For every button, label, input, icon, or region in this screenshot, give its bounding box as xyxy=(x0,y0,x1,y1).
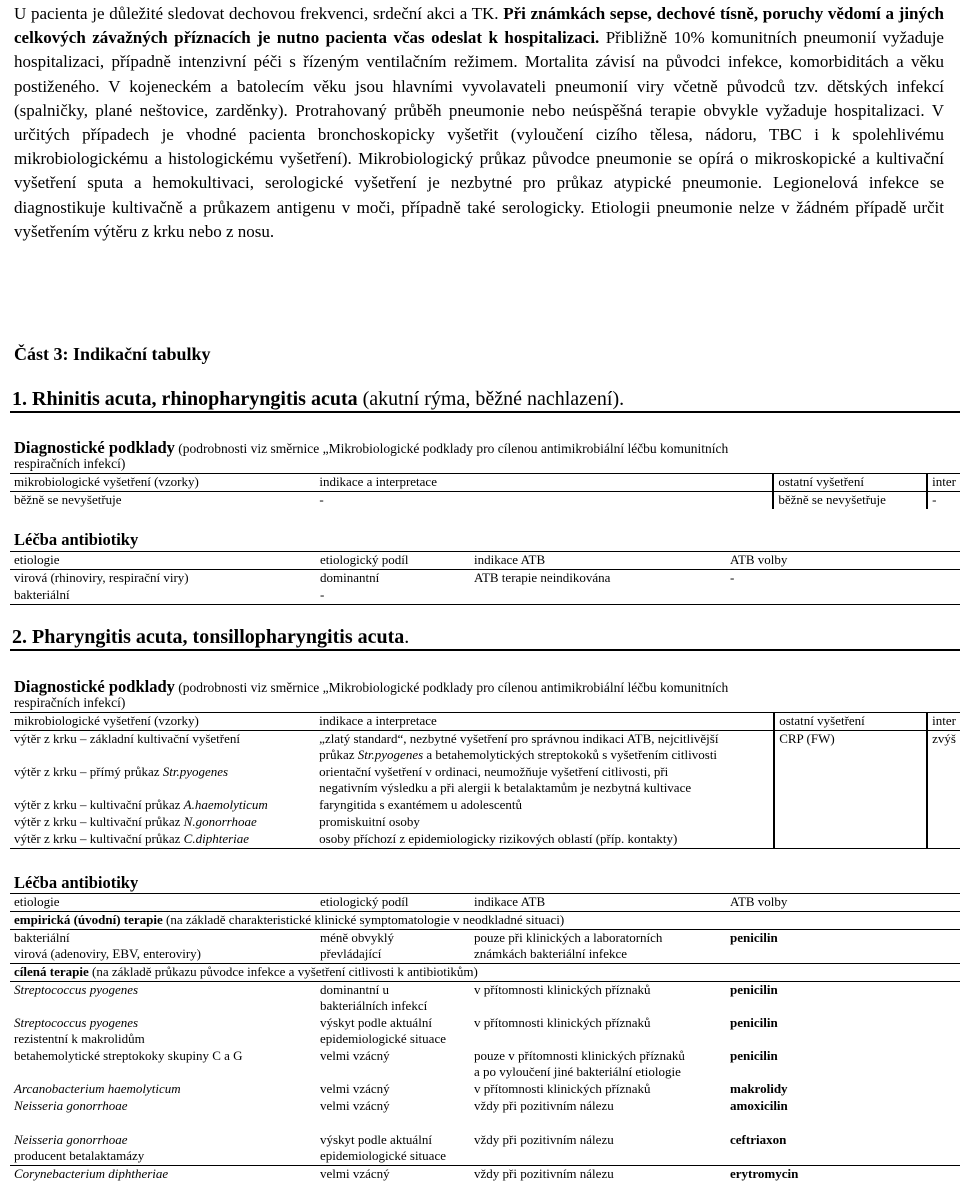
header-cell: ATB volby xyxy=(726,894,960,912)
table-row xyxy=(10,982,960,1016)
s2-diag-heading: Diagnostické podklady (podrobnosti viz směrnice „Mikrobiologické podklady pro cílenou antimikrobiální léčbu komunitních xyxy=(14,677,729,696)
cell: betahemolytické streptokoky skupiny C a G xyxy=(14,1048,243,1063)
cell: dominantní xyxy=(320,570,380,585)
cell: virová (rhinoviry, respirační viry) xyxy=(14,570,189,585)
s1-diag-heading: Diagnostické podklady (podrobnosti viz směrnice „Mikrobiologické podklady pro cílenou antimikrobiální léčbu komunitních xyxy=(14,438,729,457)
cell: běžně se nevyšetřuje xyxy=(14,492,122,507)
header-cell: ostatní vyšetření xyxy=(774,713,927,731)
cell: dominantní u bakteriálních infekcí xyxy=(320,982,428,1013)
header-cell: ATB volby xyxy=(726,552,960,570)
header-cell: inter xyxy=(927,474,960,492)
cell: ceftriaxon xyxy=(730,1132,787,1147)
table-row xyxy=(10,1098,960,1132)
cell: penicilin xyxy=(730,982,778,997)
cell: erytromycin xyxy=(730,1166,799,1181)
cell xyxy=(774,764,927,797)
cell: Streptococcus pyogenes rezistentní k makrolidům xyxy=(14,1015,145,1046)
cell: velmi vzácný xyxy=(320,1166,390,1181)
header-cell: inter xyxy=(927,713,960,731)
s1-atb-heading: Léčba antibiotiky xyxy=(14,530,139,549)
s2-atb-table xyxy=(10,893,960,1183)
section-1-title: 1. Rhinitis acuta, rhinopharyngitis acuta (akutní rýma, běžné nachlazení). xyxy=(12,388,625,410)
cell: bakteriální virová (adenoviry, EBV, enteroviry) xyxy=(14,930,202,961)
table-header-row xyxy=(10,474,960,492)
band-cell: empirická (úvodní) terapie (na základě charakteristické klinické symptomatologie v neodkladné situaci) xyxy=(10,912,960,930)
header-cell: etiologie xyxy=(10,552,316,570)
header-cell: indikace ATB xyxy=(470,894,726,912)
intro-paragraph: U pacienta je důležité sledovat dechovou frekvenci, srdeční akci a TK. Při známkách sepse, dechové tísně, poruchy vědomí a jiných celkových závažných příznacích je nutno pacienta včas odeslat k hospitalizaci. Přibližně 10% komunitních pneumonií vyžaduje hospitalizaci, případně intenzivní péči s řízeným ventilačním režimem. Mortalita závisí na původci infekce, komorbiditách a věku postiženého. V kojeneckém a batolecím věku jsou hlavními vyvolavateli pneumonií viry včetně původců tzv. dětských infekcí (spalničky, plané neštovice, zarděnky). Protrahovaný průběh pneumonie nebo neúspěšná terapie obvykle vyžaduje hospitalizaci. V určitých případech je vhodné pacienta bronchoskopicky vyšetřit (vyloučení cizího tělesa, nádoru, TBC i k spolehlivému mikrobiologickému a histologickému vyšetření). Mikrobiologický průkaz původce pneumonie se opírá o mikroskopické a kultivační vyšetření sputa a hemokultivaci, serologické vyšetření je nezbytné pro průkaz atypické pneumonie. Legionelová infekce se diagnostikuje kultivačně a průkazem antigenu v moči, případně také serologicky. Etiologii pneumonie nelze v žádném případě určit vyšetřením výtěru z krku nebo z nosu. xyxy=(14,4,944,241)
section-2-rule xyxy=(10,649,960,651)
cell: penicilin xyxy=(730,1015,778,1030)
cell: bakteriální xyxy=(14,587,70,602)
table-row xyxy=(10,797,960,814)
cell: faryngitida s exantémem u adolescentů xyxy=(319,797,523,812)
table-row xyxy=(10,1048,960,1081)
s2-atb-heading: Léčba antibiotiky xyxy=(14,873,139,892)
table-header-row xyxy=(10,552,960,570)
cell: pouze v přítomnosti klinických příznaků a po vyloučení jiné bakteriální etiologie xyxy=(474,1048,685,1079)
cell: vždy při pozitivním nálezu xyxy=(474,1166,614,1181)
cell: - xyxy=(927,492,960,510)
header-cell: indikace ATB xyxy=(470,552,726,570)
cell: výtěr z krku – kultivační průkaz A.haemolyticum xyxy=(14,797,268,812)
cell: běžně se nevyšetřuje xyxy=(773,492,927,510)
band-cell: cílená terapie (na základě průkazu původce infekce a vyšetření citlivosti k antibiotikům) xyxy=(10,964,960,982)
header-cell: mikrobiologické vyšetření (vzorky) xyxy=(10,713,315,731)
cell xyxy=(927,814,960,831)
table-row xyxy=(10,831,960,849)
cell: velmi vzácný xyxy=(320,1081,390,1096)
table-row xyxy=(10,1081,960,1098)
cell: Streptococcus pyogenes xyxy=(14,982,139,997)
cell xyxy=(927,797,960,814)
cell: výtěr z krku – kultivační průkaz N.gonorrhoae xyxy=(14,814,257,829)
header-cell: indikace a interpretace xyxy=(315,713,774,731)
cell: penicilin xyxy=(730,930,778,945)
table-row xyxy=(10,764,960,797)
cell: Neisseria gonorrhoae xyxy=(14,1098,128,1113)
cell: - xyxy=(320,587,325,602)
cell: v přítomnosti klinických příznaků xyxy=(474,1081,651,1096)
s1-atb-table xyxy=(10,551,960,604)
table-row xyxy=(10,492,960,510)
table-row xyxy=(10,731,960,765)
header-cell: ostatní vyšetření xyxy=(773,474,927,492)
cell: zvýš xyxy=(927,731,960,765)
s2-diag-table xyxy=(10,712,960,849)
table-row xyxy=(10,570,960,588)
header-cell: indikace a interpretace xyxy=(315,474,773,492)
cell: penicilin xyxy=(730,1048,778,1063)
table-row xyxy=(10,1015,960,1048)
cell: Neisseria gonorrhoae producent betalaktamázy xyxy=(14,1132,145,1163)
table-header-row xyxy=(10,713,960,731)
cell: amoxicilin xyxy=(730,1098,788,1113)
cell: - xyxy=(319,492,324,507)
table-row xyxy=(10,814,960,831)
cell: výtěr z krku – přímý průkaz Str.pyogenes xyxy=(14,764,229,779)
s1-atb-table-bottom-rule xyxy=(10,604,960,605)
s1-diag-table xyxy=(10,473,960,509)
cell: makrolidy xyxy=(730,1081,788,1096)
cell: - xyxy=(730,570,735,585)
cell: pouze při klinických a laboratorních známkách bakteriální infekce xyxy=(474,930,663,961)
cell: výtěr z krku – kultivační průkaz C.diphteriae xyxy=(14,831,250,846)
cell: promiskuitní osoby xyxy=(319,814,420,829)
cell: „zlatý standard“, nezbytné vyšetření pro správnou indikaci ATB, nejcitlivější průkaz Str.pyogenes a betahemolytických streptokoků s vyšetřením citlivosti xyxy=(319,731,719,762)
cell: výtěr z krku – základní kultivační vyšetření xyxy=(14,731,240,746)
s1-diag-note2: respiračních infekcí) xyxy=(14,456,126,471)
table-row xyxy=(10,1132,960,1166)
cell xyxy=(774,797,927,814)
cell: výskyt podle aktuální epidemiologické situace xyxy=(320,1132,446,1163)
table-band-row xyxy=(10,964,960,982)
cell: méně obvyklý převládající xyxy=(320,930,395,961)
cell xyxy=(927,831,960,849)
section-1-rule xyxy=(10,411,960,413)
section-2-title: 2. Pharyngitis acuta, tonsillopharyngitis acuta. xyxy=(12,626,410,648)
cell: Corynebacterium diphtheriae xyxy=(14,1166,169,1181)
cell: velmi vzácný xyxy=(320,1098,390,1113)
header-cell: mikrobiologické vyšetření (vzorky) xyxy=(10,474,315,492)
header-cell: etiologický podíl xyxy=(316,552,470,570)
cell xyxy=(774,831,927,849)
s2-diag-note2: respiračních infekcí) xyxy=(14,695,126,710)
header-cell: etiologický podíl xyxy=(316,894,470,912)
cell xyxy=(726,587,960,604)
table-row xyxy=(10,587,960,604)
table-row xyxy=(10,930,960,964)
cell: osoby příchozí z epidemiologicky rizikových oblastí (příp. kontakty) xyxy=(319,831,678,846)
cell: Arcanobacterium haemolyticum xyxy=(14,1081,181,1096)
header-cell: etiologie xyxy=(10,894,316,912)
cell: vždy při pozitivním nálezu xyxy=(474,1132,614,1147)
table-row xyxy=(10,1166,960,1184)
cell: orientační vyšetření v ordinaci, neumožňuje vyšetření citlivosti, při negativním výsledku a při alergii k betalaktamům je nezbytná kultivace xyxy=(319,764,692,795)
cell xyxy=(470,587,726,604)
cell: ATB terapie neindikována xyxy=(474,570,611,585)
table-band-row xyxy=(10,912,960,930)
part-title: Část 3: Indikační tabulky xyxy=(14,344,211,364)
cell: v přítomnosti klinických příznaků xyxy=(474,1015,651,1030)
table-header-row xyxy=(10,894,960,912)
cell: vždy při pozitivním nálezu xyxy=(474,1098,614,1113)
cell: v přítomnosti klinických příznaků xyxy=(474,982,651,997)
cell xyxy=(774,814,927,831)
cell: velmi vzácný xyxy=(320,1048,390,1063)
cell xyxy=(927,764,960,797)
cell: CRP (FW) xyxy=(774,731,927,765)
cell: výskyt podle aktuální epidemiologické situace xyxy=(320,1015,446,1046)
